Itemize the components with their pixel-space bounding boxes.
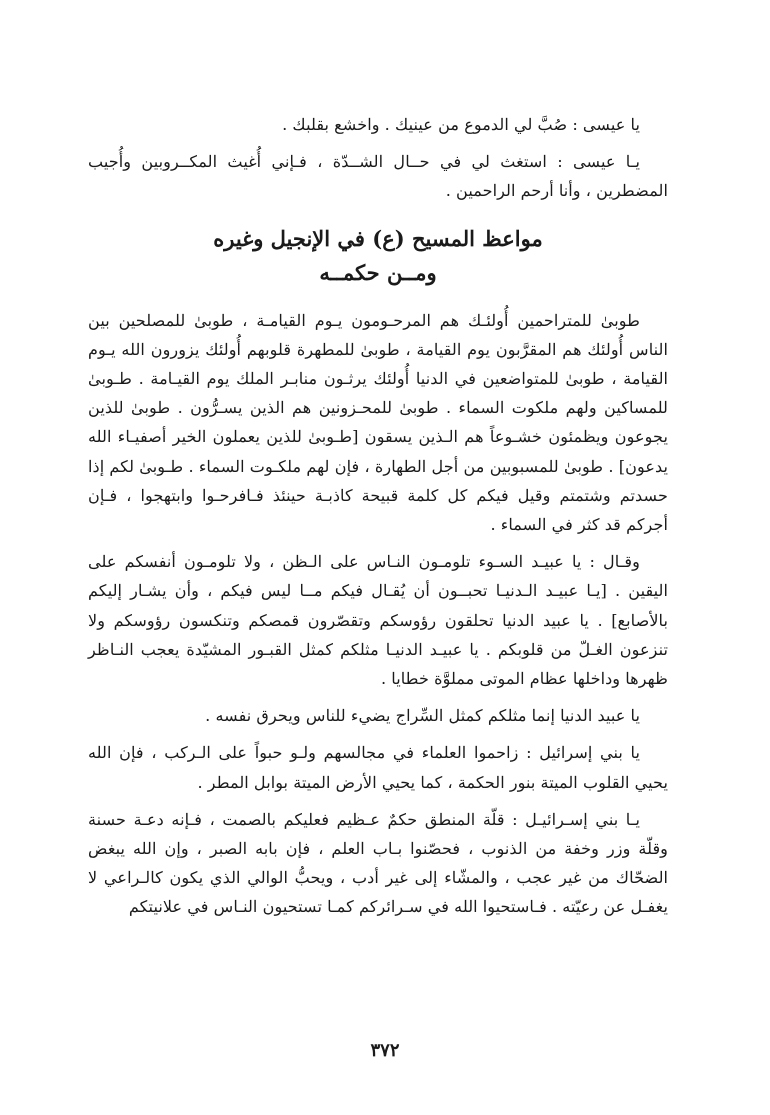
paragraph-isa-tears: يا عيسى : صُبَّ لي الدموع من عينيك . واخشع بقلبك .	[282, 115, 640, 134]
paragraph-isa-help: يـا عيسى : استغث لي في حــال الشــدّة ، فـإني أُغيث المكــروبين وأُجيب المضطرين ، وأنا أرحم الراحمين .	[88, 152, 668, 201]
section-subheading: ومــن حكمــه	[319, 259, 437, 285]
paragraph-beatitudes: طوبىٰ للمتراحمين أُولئـك هم المرحـومون يـوم القيامـة ، طوبىٰ للمصلحين بين الناس أُولئك هم المقرَّبون يوم القيامة ، طوبىٰ للمطهرة قلوبهم أُولئك يزورون الله يـوم القيامة ، طوبىٰ للمتواضعين في الدنيا أُولئك يرثـون منابـر الملك يوم القيـامة . طـوبىٰ للمساكين ولهم ملكوت السماء . طوبىٰ للمحـزونين هم الذين يسـرُّون . طوبىٰ للذين يجوعون ويظمئون خشـوعاً هم الـذين يسقون [طـوبىٰ للذين يعملون الخير أصفيـاء الله يدعون] . طوبىٰ للمسبوبين من أجل الطهارة ، فإن لهم ملكـوت السماء . طـوبىٰ لكم إذا حسدتم وشتمتم وقيل فيكم كل كلمة قبيحة كاذبـة حينئذ فـافرحـوا وابتهجوا ، فـإن أجركم قد كثر في السماء .	[88, 310, 668, 535]
paragraph-servants-of-evil: وقـال : يا عبيـد السـوء تلومـون النـاس على الـظن ، ولا تلومـون أنفسكم على اليقين . [يـا عبيـد الـدنيـا تحبــون أن يُقـال فيكم مــا ليس فيكم ، وأن يشـار إليكم بالأصابع] . يا عبيد الدنيا تحلقون رؤوسكم وتقصّرون قمصكم وتنكسون رؤوسكم ولا تنزعون الغـلّ من قلوبكم . يا عبيـد الدنيـا مثلكم كمثل القبـور المشيّدة يعجب النـاظر ظهرها وداخلها عظام الموتى مملوَّة خطايا .	[88, 552, 668, 689]
page-text	[88, 110, 668, 922]
paragraph-scholars: يا بني إسرائيل : زاحموا العلماء في مجالسهم ولـو حبواً على الـركب ، فإن الله يحيي القلوب الميتة بنور الحكمة ، كما يحيي الأرض الميتة بوابل المطر .	[88, 743, 668, 792]
paragraph-lamp: يا عبيد الدنيا إنما مثلكم كمثل السِّراج يضيء للناس ويحرق نفسه .	[205, 706, 640, 726]
paragraph-silence: يـا بني إسـرائيـل : قلّة المنطق حكمٌ عـظيم فعليكم بالصمت ، فـإنه دعـة حسنة وقلّة وزر وخفة من الذنوب ، فحصّنوا بـاب العلم ، فإن بابه الصبر ، وإن الله يبغض الضحّاك من غير عجب ، والمشّاء إلى غير أدب ، ويحبُّ الوالي الذي يكون كالـراعي لا يغفـل عن رعيّته . فـاستحيوا الله في سـرائركم كمـا تستحيون النـاس في علانيتكم	[88, 809, 668, 917]
page-number: ٣٧٢	[370, 1040, 400, 1061]
section-heading: مواعظ المسيح (ع) في الإنجيل وغيره	[213, 225, 543, 251]
